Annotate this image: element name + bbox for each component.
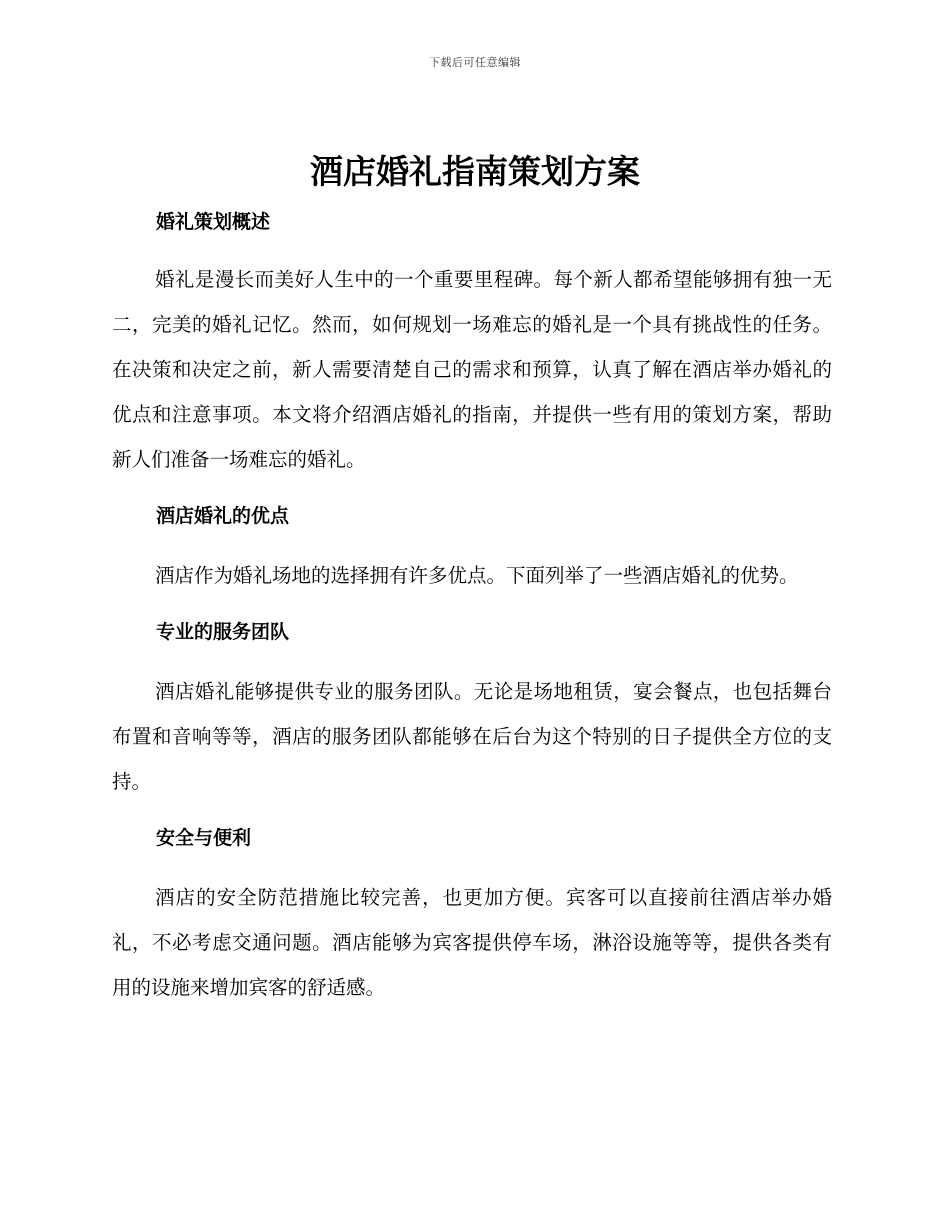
document-body bbox=[112, 204, 832, 1010]
section-heading-service-team: 专业的服务团队 bbox=[156, 621, 290, 643]
section-paragraph-safety: 酒店的安全防范措施比较完善，也更加方便。宾客可以直接前往酒店举办婚礼，不必考虑交通问题。酒店能够为宾客提供停车场，淋浴设施等等，提供各类有用的设施来增加宾客的舒适感。 bbox=[112, 886, 832, 999]
document-title: 酒店婚礼指南策划方案 bbox=[310, 152, 640, 191]
section-paragraph-overview: 婚礼是漫长而美好人生中的一个重要里程碑。每个新人都希望能够拥有独一无二，完美的婚礼记忆。然而，如何规划一场难忘的婚礼是一个具有挑战性的任务。在决策和决定之前，新人需要清楚自己的需求和预算，认真了解在酒店举办婚礼的优点和注意事项。本文将介绍酒店婚礼的指南，并提供一些有用的策划方案，帮助新人们准备一场难忘的婚礼。 bbox=[112, 268, 832, 471]
section-heading-overview: 婚礼策划概述 bbox=[156, 211, 271, 233]
section-paragraph-advantages: 酒店作为婚礼场地的选择拥有许多优点。下面列举了一些酒店婚礼的优势。 bbox=[155, 564, 799, 587]
section-heading-advantages: 酒店婚礼的优点 bbox=[156, 505, 290, 527]
section-paragraph-service-team: 酒店婚礼能够提供专业的服务团队。无论是场地租赁，宴会餐点，也包括舞台布置和音响等等，酒店的服务团队都能够在后台为这个特别的日子提供全方位的支持。 bbox=[112, 680, 832, 793]
section-heading-safety: 安全与便利 bbox=[156, 827, 252, 849]
header-note: 下载后可任意编辑 bbox=[429, 56, 521, 69]
